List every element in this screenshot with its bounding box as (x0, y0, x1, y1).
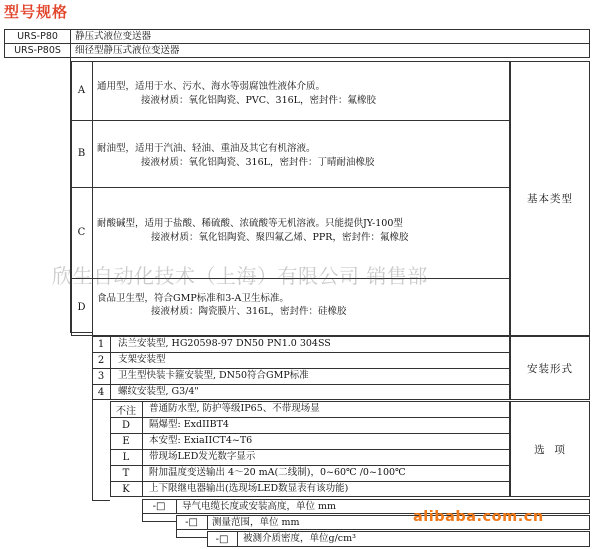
type-c-line2: 接液材质：氧化铝陶瓷、聚四氟乙烯、PPR，密封件：氟橡胶 (151, 232, 409, 243)
connector-line (176, 537, 207, 538)
option-code-t: T (122, 467, 130, 479)
option-code-k: K (122, 483, 130, 495)
install-code-3: 3 (97, 370, 105, 382)
type-a-line2: 接液材质：氧化铝陶瓷、PVC、316L，密封件：氟橡胶 (141, 95, 376, 106)
site-watermark: alibaba.com.cn (413, 509, 544, 525)
type-code-c: C (77, 227, 86, 238)
type-code-b: B (77, 148, 86, 159)
option-text-d: 隔爆型: ExdIIBT4 (149, 419, 229, 430)
option-text-none: 普通防水型, 防护等级IP65、不带现场显 (149, 403, 320, 414)
install-text-2: 支架安装型 (118, 354, 166, 365)
install-text-1: 法兰安装型, HG20598-97 DN50 PN1.0 304SS (118, 338, 331, 349)
option-code-e: E (122, 435, 130, 447)
connector-line (92, 400, 93, 501)
option-text-e: 本安型: ExiaIICT4~T6 (149, 435, 253, 446)
code-column-divider (237, 531, 238, 547)
param-text-range: 测量范围，单位 mm (212, 517, 300, 528)
category-cell-options (510, 401, 590, 497)
model-name-p80s: 细径型静压式液位变送器 (70, 43, 590, 58)
param-text-density: 被测介质密度，单位g/cm³ (243, 533, 356, 544)
install-text-4: 螺纹安装型, G3/4" (118, 386, 199, 397)
param-text-cable: 导气电缆长度或安装高度，单位 mm (182, 501, 337, 512)
type-d-line1: 食品卫生型，符合GMP标准和3-A卫生标准。 (97, 293, 289, 304)
watermark-text: 欣生自动化技术（上海）有限公司 销售部 (52, 264, 428, 288)
category-install-label: 安装形式 (527, 362, 573, 375)
option-code-none: 不注 (116, 405, 136, 417)
install-text-3: 卫生型快装卡箍安装型, DN50符合GMP标准 (118, 370, 309, 381)
type-c-line1: 耐酸碱型，适用于盐酸、稀硫酸、浓硫酸等无机溶液。只能提供JY-100型 (97, 218, 403, 229)
category-basic-label: 基本类型 (527, 193, 573, 205)
install-code-2: 2 (97, 354, 105, 366)
category-options-label: 选 项 (534, 443, 566, 456)
install-code-1: 1 (97, 338, 105, 350)
connector-line (142, 521, 176, 522)
code-column-divider (176, 499, 177, 514)
row-divider (71, 120, 510, 121)
model-name-p80: 静压式液位变送器 (70, 29, 590, 44)
page-title: 型号规格 (4, 3, 69, 21)
type-code-d: D (77, 301, 86, 313)
code-column-divider (207, 515, 208, 530)
option-code-l: L (122, 451, 130, 463)
option-text-l: 带现场LED发光数字显示 (149, 451, 256, 462)
category-cell-install (510, 336, 590, 400)
connector-line (92, 500, 110, 501)
category-cell-basic (510, 61, 590, 336)
model-code-p80: URS-P80 (4, 29, 71, 44)
param-code-density: -□ (215, 533, 229, 545)
param-code-cable: -□ (152, 501, 166, 512)
option-text-k: 上下限继电器输出(选现场LED数显表有该功能) (149, 483, 349, 494)
row-divider (71, 187, 510, 188)
type-code-a: A (77, 85, 86, 96)
code-column-divider (92, 61, 93, 336)
param-code-range: -□ (185, 517, 198, 528)
type-b-line2: 接液材质：氧化铝陶瓷、316L，密封件：丁晴耐油橡胶 (141, 157, 375, 168)
type-b-line1: 耐油型，适用于汽油、轻油、重油及其它有机溶液。 (97, 143, 316, 154)
type-d-line2: 接液材质：陶瓷膜片、316L，密封件：硅橡胶 (151, 306, 347, 317)
model-code-p80s: URS-P80S (4, 43, 71, 58)
type-a-line1: 通用型，适用于水、污水、海水等弱腐蚀性液体介质。 (97, 81, 326, 92)
install-code-4: 4 (97, 386, 105, 398)
option-text-t: 附加温度变送输出 4～20 mA(二线制)，0~60℃ /0~100℃ (149, 467, 406, 478)
option-code-d: D (121, 419, 131, 431)
